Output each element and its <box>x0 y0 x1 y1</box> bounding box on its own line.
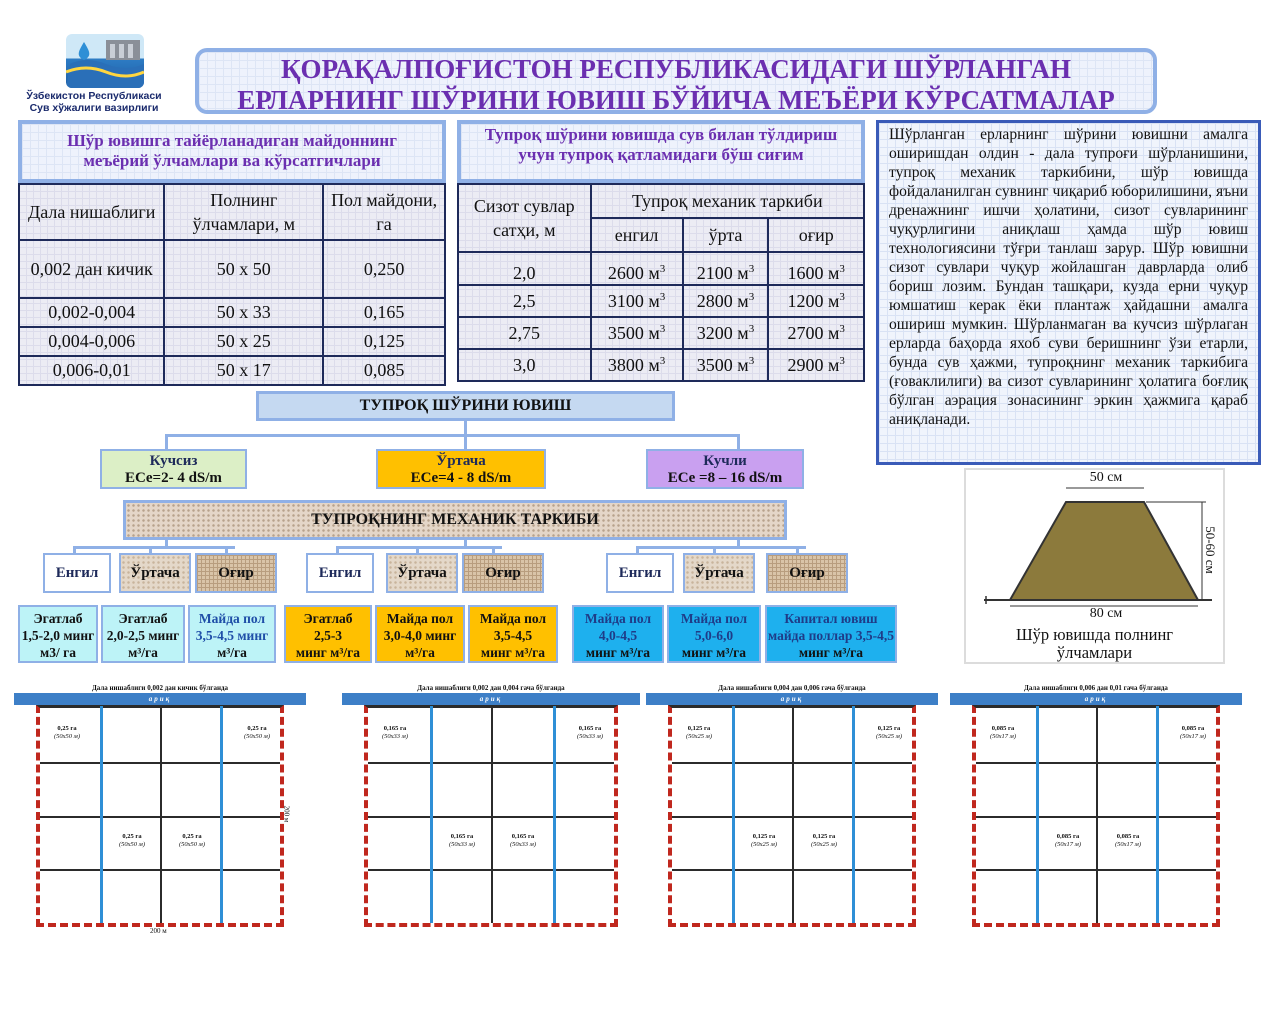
ministry-name <box>14 90 174 114</box>
plot-dims: (50х17 м) <box>990 733 1016 740</box>
plot-dims: (50х50 м) <box>54 733 80 740</box>
capacity-unit-exp: 3 <box>659 290 666 303</box>
plot-area-label <box>237 725 277 741</box>
soil-type-box: Оғир <box>462 553 544 593</box>
grid-line <box>368 816 614 818</box>
plot-dims: (50х33 м) <box>577 733 603 740</box>
capacity-value: 1600 <box>787 263 824 283</box>
plot-area-label <box>869 725 909 741</box>
bed-caption-line2: ўлчамлари <box>1056 643 1133 662</box>
table-cell: 0,002-0,004 <box>19 298 164 327</box>
table-row <box>458 252 864 285</box>
norm-method: Эгатлаб <box>33 611 83 626</box>
drain-channel <box>100 706 103 923</box>
table-row <box>458 285 864 317</box>
capacity-unit: м <box>737 322 749 343</box>
plot-dims: (50х25 м) <box>876 733 902 740</box>
table-row <box>19 356 445 385</box>
grid-line <box>368 869 614 871</box>
canal-bar: ариқ <box>646 693 938 705</box>
subheader-light: енгил <box>591 218 683 252</box>
plot-side-length: 200 м <box>282 805 291 823</box>
drain-channel <box>1036 706 1039 923</box>
drain-channel <box>553 706 556 923</box>
category-box-1 <box>376 449 546 489</box>
category-ece: ECe=4 - 8 dS/m <box>410 470 512 486</box>
norm-rate: 3,5-4,5 <box>493 628 533 643</box>
norm-box-5 <box>468 605 558 663</box>
plot-dims: (50х50 м) <box>119 841 145 848</box>
capacity-cell <box>768 252 864 285</box>
plot-area: 0,165 га <box>383 725 407 732</box>
ministry-name-line1: Ўзбекистон Республикаси <box>26 90 162 102</box>
tree-connector <box>73 546 235 549</box>
canal-bar: ариқ <box>14 693 306 705</box>
capacity-unit-exp: 3 <box>839 263 845 275</box>
category-box-0 <box>100 449 247 489</box>
plot-area-label <box>1173 725 1213 741</box>
capacity-value: 2800 <box>696 290 733 311</box>
capacity-unit: м <box>648 263 660 283</box>
norm-unit: м³/га <box>128 645 158 660</box>
capacity-unit-exp: 3 <box>839 290 845 303</box>
capacity-cell <box>683 285 769 317</box>
norm-rate: 2,5-3 <box>313 628 343 643</box>
norm-box-6 <box>572 605 664 663</box>
tree-connector <box>636 546 806 549</box>
capacity-unit: м <box>737 263 749 283</box>
plot-area: 0,125 га <box>752 833 776 840</box>
plot-bottom-length: 200 м <box>150 927 167 935</box>
norm-unit: м3/ га <box>40 645 76 660</box>
norm-box-3 <box>284 605 372 663</box>
capacity-cell <box>591 252 683 285</box>
plot-area-label <box>570 725 610 741</box>
norm-method: Майда пол <box>584 611 652 626</box>
tree-root: ТУПРОҚ ШЎРИНИ ЮВИШ <box>256 391 675 421</box>
plot-dims: (50х17 м) <box>1055 841 1081 848</box>
depth-cell: 2,5 <box>458 285 591 317</box>
col-header-dimensions: Полнинг ўлчамлари, м <box>164 184 323 240</box>
capacity-unit-exp: 3 <box>748 290 755 303</box>
subheader-heavy: оғир <box>768 218 864 252</box>
norm-unit: минг м³/га <box>585 645 651 660</box>
table-row <box>19 327 445 356</box>
capacity-unit: м <box>648 322 660 343</box>
capacity-unit: м <box>828 322 840 343</box>
norm-box-8 <box>765 605 897 663</box>
plot-area: 0,25 га <box>182 833 202 840</box>
table-cell: 0,250 <box>323 240 445 298</box>
plot-title: Дала нишаблиги 0,002 дан кичик бўлганда <box>91 684 229 692</box>
table-row <box>19 240 445 298</box>
capacity-unit-exp: 3 <box>748 354 755 367</box>
capacity-value: 2700 <box>787 322 824 343</box>
category-name: Ўртача <box>436 453 486 469</box>
plot-area: 0,165 га <box>511 833 535 840</box>
soil-type-box: Ўртача <box>119 553 191 593</box>
capacity-unit-exp: 3 <box>659 322 666 335</box>
plot-area-label <box>503 833 543 849</box>
grid-line <box>976 869 1216 871</box>
soil-type-box: Ўртача <box>386 553 458 593</box>
drain-channel <box>1156 706 1159 923</box>
norm-rate: 4,0-4,5 <box>598 628 638 643</box>
tree-connector <box>165 434 740 437</box>
bed-bottom-width: 80 см <box>1089 606 1123 621</box>
plot-dims: (50х17 м) <box>1180 733 1206 740</box>
capacity-unit: м <box>828 263 840 283</box>
norm-box-1 <box>101 605 185 663</box>
plot-area: 0,125 га <box>812 833 836 840</box>
plot-area: 0,085 га <box>991 725 1015 732</box>
soil-type-box: Оғир <box>195 553 277 593</box>
table-cell: 50 х 25 <box>164 327 323 356</box>
capacity-unit: м <box>648 354 660 375</box>
category-box-2 <box>646 449 804 489</box>
norm-method: Майда пол <box>198 611 266 626</box>
table-cell: 0,165 <box>323 298 445 327</box>
capacity-unit: м <box>737 290 749 311</box>
norm-unit: минг м³/га <box>295 645 361 660</box>
capacity-unit: м <box>828 354 840 375</box>
plot-dims: (50х50 м) <box>244 733 270 740</box>
left-table-heading: Шўр ювишга тайёрланадиган майдоннинг меъёрий ўлчамлари ва кўрсатгичлари <box>18 120 446 183</box>
capacity-value: 3800 <box>607 354 644 375</box>
capacity-cell <box>683 252 769 285</box>
grid-line <box>976 762 1216 764</box>
ministry-logo-icon <box>66 34 144 88</box>
plot-area: 0,085 га <box>1116 833 1140 840</box>
category-ece: ECe=2- 4 dS/m <box>125 470 222 486</box>
norm-method: Майда пол <box>386 611 454 626</box>
capacity-cell <box>683 317 769 349</box>
capacity-cell <box>768 285 864 317</box>
category-name: Кучсиз <box>149 453 198 469</box>
plot-area-label <box>1108 833 1148 849</box>
norm-box-2 <box>188 605 276 663</box>
soil-type-box: Енгил <box>43 553 111 593</box>
plot-area-label <box>172 833 212 849</box>
table-cell: 50 х 50 <box>164 240 323 298</box>
norm-box-0 <box>18 605 98 663</box>
plot-area-label <box>804 833 844 849</box>
ministry-name-line2: Сув хўжалиги вазирлиги <box>29 102 159 114</box>
capacity-cell <box>591 349 683 381</box>
plot-area-label <box>47 725 87 741</box>
table-cell: 50 х 17 <box>164 356 323 385</box>
norm-box-4 <box>375 605 465 663</box>
grid-line <box>40 762 280 764</box>
capacity-value: 3200 <box>696 322 733 343</box>
capacity-cell <box>768 349 864 381</box>
col-header-texture: Тупроқ механик таркиби <box>591 184 864 218</box>
norm-rate: майда поллар 3,5-4,5 <box>768 628 894 643</box>
canal-bar: ариқ <box>950 693 1242 705</box>
grid-line <box>672 762 912 764</box>
soil-type-box: Енгил <box>306 553 374 593</box>
grid-line <box>368 762 614 764</box>
page-title <box>195 48 1157 114</box>
table-cell: 0,125 <box>323 327 445 356</box>
bed-shape <box>1010 502 1198 600</box>
plot-area: 0,125 га <box>687 725 711 732</box>
right-table-heading: Тупроқ шўрини ювишда сув билан тўлдириш учун тупроқ қатламидаги бўш сиғим <box>457 120 865 183</box>
plot-title: Дала нишаблиги 0,002 дан 0,004 гача бўлганда <box>417 684 565 692</box>
capacity-value: 1200 <box>787 290 824 311</box>
field-plot <box>668 705 916 927</box>
norm-method: Майда пол <box>479 611 547 626</box>
plot-dims: (50х25 м) <box>811 841 837 848</box>
plot-area-label <box>1048 833 1088 849</box>
drain-channel <box>220 706 223 923</box>
plot-area: 0,25 га <box>57 725 77 732</box>
norm-method: Капитал ювиш <box>784 611 878 626</box>
capacity-unit-exp: 3 <box>839 322 845 335</box>
plot-dims: (50х33 м) <box>382 733 408 740</box>
plot-dims: (50х50 м) <box>179 841 205 848</box>
plot-dims: (50х17 м) <box>1115 841 1141 848</box>
plot-area: 0,25 га <box>247 725 267 732</box>
grid-line <box>40 869 280 871</box>
soil-type-box: Ўртача <box>683 553 755 593</box>
capacity-cell <box>683 349 769 381</box>
category-ece: ECe =8 – 16 dS/m <box>667 470 783 486</box>
page-title-line1: ҚОРАҚАЛПОҒИСТОН РЕСПУБЛИКАСИДАГИ ШЎРЛАНГАН <box>280 54 1071 84</box>
capacity-value: 3500 <box>696 354 733 375</box>
plot-title: Дала нишаблиги 0,006 дан 0,01 гача бўлганда <box>1024 684 1168 692</box>
col-header-groundwater: Сизот сувлар сатҳи, м <box>458 184 591 252</box>
norm-rate: 2,0-2,5 минг <box>106 628 180 643</box>
canal-bar: ариқ <box>342 693 640 705</box>
grid-line <box>976 816 1216 818</box>
plot-area-label <box>442 833 482 849</box>
table-cell: 0,006-0,01 <box>19 356 164 385</box>
table-cell: 0,002 дан кичик <box>19 240 164 298</box>
norm-box-7 <box>667 605 761 663</box>
norm-unit: минг м³/га <box>681 645 747 660</box>
plot-area: 0,125 га <box>877 725 901 732</box>
plot-area-label <box>744 833 784 849</box>
plot-dims: (50х25 м) <box>686 733 712 740</box>
description-paragraph: Шўрланган ерларнинг шўрини ювишни амалга оширишдан олдин - дала тупроғи шўрланишини, тупроқ механик таркибини, шўр ювишда фойдаланилган сувнинг чиқариб юборилишини, яъни дренажнинг ишчи ҳолатини, сизот сувларининг чуқурлигини аниқлаш ҳамда шўр ювиш технологиясини тўғри танлаш зарур. Шўр ювишни сизот сувлари чуқур жойлашган даврларда олиб бориш лозим. Бундан ташқари, кузда ерни чуқур юмшатиш керак ёки плантаж ҳайдашни амалга ошириш мумкин. Шўрланмаган ва кучсиз шўрлаган ерларда баҳорда яхоб суви беришнинг ўзи етарли, бунда сув ҳажми, тупроқнинг механик таркибига (ғоваклилиги) ва сизот сувларининг ҳолатига боғлиқ бўлган аэрация зонасининг эркин ҳажмига қараб аниқланади. <box>876 120 1261 465</box>
plot-area: 0,165 га <box>578 725 602 732</box>
plot-area: 0,25 га <box>122 833 142 840</box>
depth-cell: 3,0 <box>458 349 591 381</box>
plot-area-label <box>679 725 719 741</box>
capacity-unit-exp: 3 <box>839 354 845 367</box>
capacity-cell <box>591 317 683 349</box>
grid-line <box>40 816 280 818</box>
drain-channel <box>732 706 735 923</box>
tree-connector <box>464 434 467 450</box>
norm-unit: минг м³/га <box>798 645 864 660</box>
capacity-value: 2900 <box>787 354 824 375</box>
table-cell: 0,004-0,006 <box>19 327 164 356</box>
capacity-unit-exp: 3 <box>659 354 666 367</box>
plot-area-label <box>983 725 1023 741</box>
col-header-slope: Дала нишаблиги <box>19 184 164 240</box>
norm-rate: 3,0-4,0 минг <box>383 628 457 643</box>
norm-method: Эгатлаб <box>118 611 168 626</box>
capacity-cell <box>591 285 683 317</box>
norm-rate: 3,5-4,5 минг <box>195 628 269 643</box>
bed-caption <box>964 626 1225 662</box>
tree-connector <box>165 434 168 450</box>
plot-size-table <box>18 183 446 386</box>
plot-area: 0,165 га <box>450 833 474 840</box>
plot-dims: (50х33 м) <box>449 841 475 848</box>
category-name: Кучли <box>703 453 747 469</box>
depth-cell: 2,0 <box>458 252 591 285</box>
norm-unit: м³/га <box>217 645 247 660</box>
plot-area: 0,085 га <box>1056 833 1080 840</box>
soil-capacity-table <box>457 183 865 382</box>
tree-connector <box>737 434 740 450</box>
grid-line <box>672 816 912 818</box>
page-title-line2: ЕРЛАРНИНГ ШЎРИНИ ЮВИШ БЎЙИЧА МЕЪЁРИ КЎРСАТМАЛАР <box>237 85 1115 115</box>
norm-method: Эгатлаб <box>303 611 353 626</box>
norm-method: Майда пол <box>680 611 748 626</box>
capacity-unit: м <box>648 290 660 311</box>
plot-area-label <box>112 833 152 849</box>
field-plot <box>36 705 284 927</box>
drain-channel <box>430 706 433 923</box>
capacity-cell <box>768 317 864 349</box>
capacity-unit: м <box>828 290 840 311</box>
capacity-value: 2600 <box>607 263 644 283</box>
table-row <box>458 349 864 381</box>
norm-rate: 1,5-2,0 минг <box>21 628 95 643</box>
soil-type-box: Енгил <box>606 553 674 593</box>
mechanical-composition-bar: ТУПРОҚНИНГ МЕХАНИК ТАРКИБИ <box>123 500 787 540</box>
field-plot <box>972 705 1220 927</box>
capacity-value: 2100 <box>696 263 733 283</box>
plot-area-label <box>375 725 415 741</box>
soil-type-box: Оғир <box>766 553 848 593</box>
capacity-unit: м <box>737 354 749 375</box>
table-row <box>458 317 864 349</box>
table-cell: 0,085 <box>323 356 445 385</box>
norm-unit: м³/га <box>405 645 435 660</box>
plot-title: Дала нишаблиги 0,004 дан 0,006 гача бўлганда <box>718 684 866 692</box>
capacity-unit-exp: 3 <box>748 263 755 275</box>
capacity-unit-exp: 3 <box>659 263 666 275</box>
drain-channel <box>852 706 855 923</box>
table-cell: 50 х 33 <box>164 298 323 327</box>
field-plot <box>364 705 618 927</box>
plot-dims: (50х25 м) <box>751 841 777 848</box>
col-header-area: Пол майдони, га <box>323 184 445 240</box>
grid-line <box>672 869 912 871</box>
plot-dims: (50х33 м) <box>510 841 536 848</box>
plot-area: 0,085 га <box>1181 725 1205 732</box>
norm-unit: минг м³/га <box>480 645 546 660</box>
capacity-value: 3500 <box>607 322 644 343</box>
capacity-value: 3100 <box>607 290 644 311</box>
subheader-medium: ўрта <box>683 218 769 252</box>
bed-top-width: 50 см <box>1089 470 1123 485</box>
depth-cell: 2,75 <box>458 317 591 349</box>
bed-caption-line1: Шўр ювишда полнинг <box>1015 625 1174 644</box>
capacity-unit-exp: 3 <box>748 322 755 335</box>
norm-rate: 5,0-6,0 <box>694 628 734 643</box>
bed-height: 50-60 см <box>1203 526 1218 574</box>
tree-connector <box>336 546 502 549</box>
table-row <box>19 298 445 327</box>
